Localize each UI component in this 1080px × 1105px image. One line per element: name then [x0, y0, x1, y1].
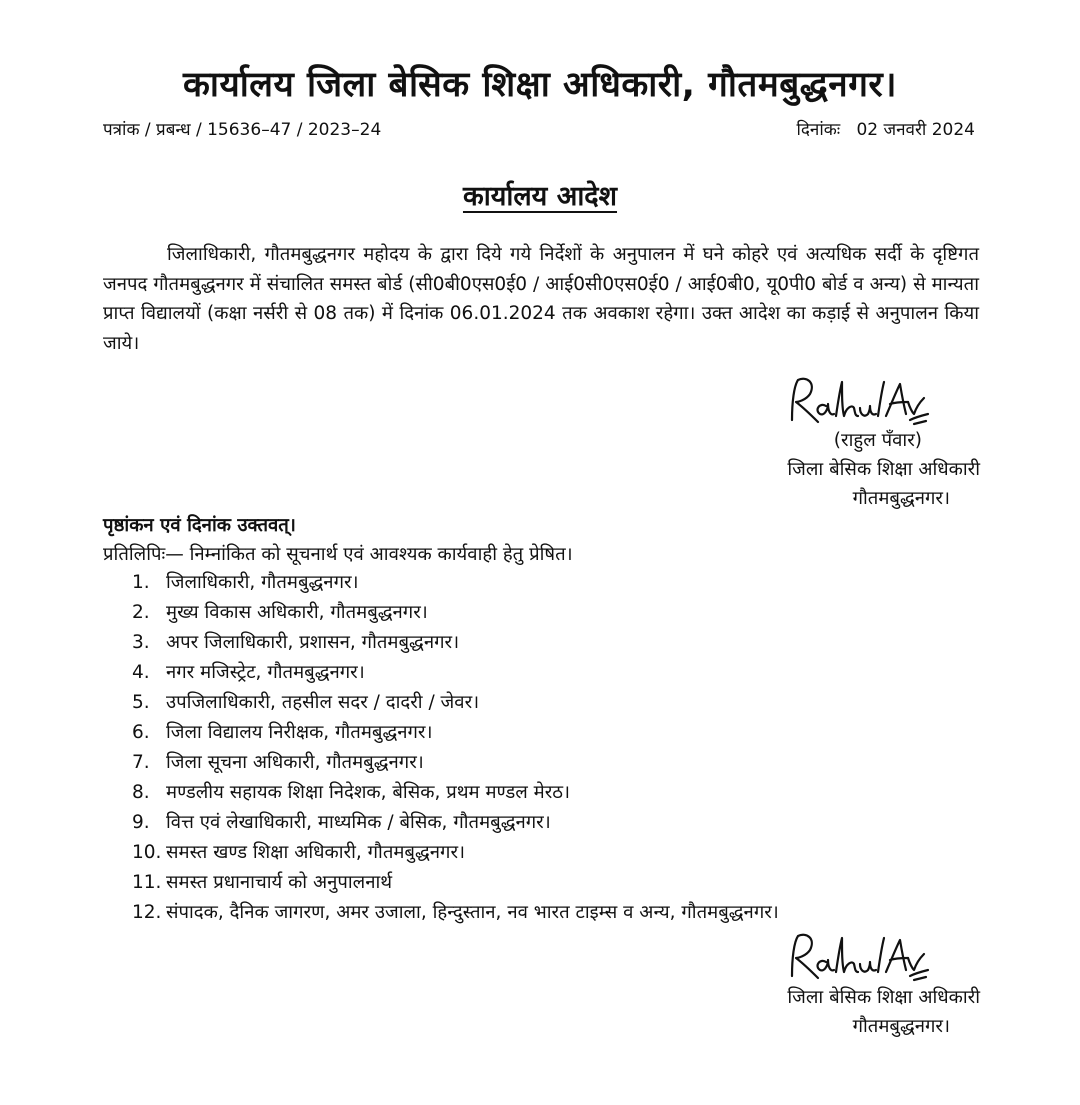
signature-image [782, 372, 932, 432]
signature-image [782, 928, 932, 988]
handwritten-signature [782, 372, 932, 432]
recipient-number: 10. [132, 842, 162, 863]
recipient-text: मुख्य विकास अधिकारी, गौतमबुद्धनगर। [166, 602, 428, 623]
order-heading: कार्यालय आदेश [462, 181, 618, 212]
reference-number: पत्रांक / प्रबन्ध / 15636–47 / 2023–24 [103, 120, 382, 140]
recipient-number: 7. [132, 752, 150, 773]
recipient-number: 5. [132, 692, 150, 713]
recipient-item [132, 778, 779, 808]
recipient-text: समस्त खण्ड शिक्षा अधिकारी, गौतमबुद्धनगर। [166, 842, 466, 863]
recipient-list [132, 568, 779, 928]
order-body: जिलाधिकारी, गौतमबुद्धनगर महोदय के द्वारा दिये गये निर्देशों के अनुपालन में घने कोहरे एवं अत्यधिक सर्दी के दृष्टिगत जनपद गौतमबुद्धनगर में संचालित समस्त बोर्ड (सी0बी0एस0ई0 / आई0सी0एस0ई0 / आई0बी0, यू0पी0 बोर्ड व अन्य) से मान्यता प्राप्त विद्यालयों (कक्षा नर्सरी से 08 तक) में दिनांक 06.01.2024 तक अवकाश रहेगा। उक्त आदेश का कड़ाई से अनुपालन किया जाये। [103, 244, 979, 354]
recipient-text: वित्त एवं लेखाधिकारी, माध्यमिक / बेसिक, गौतमबुद्धनगर। [166, 812, 551, 833]
recipient-text: नगर मजिस्ट्रेट, गौतमबुद्धनगर। [166, 662, 365, 683]
signatory-designation: जिला बेसिक शिक्षा अधिकारी [787, 987, 980, 1008]
issue-date [796, 117, 975, 140]
recipient-item [132, 898, 779, 928]
recipient-text: संपादक, दैनिक जागरण, अमर उजाला, हिन्दुस्तान, नव भारत टाइम्स व अन्य, गौतमबुद्धनगर। [166, 902, 779, 923]
recipient-item [132, 688, 779, 718]
office-title: कार्यालय जिला बेसिक शिक्षा अधिकारी, गौतमबुद्धनगर। [183, 65, 897, 105]
recipient-number: 11. [132, 872, 162, 893]
recipient-item [132, 748, 779, 778]
signatory-block-primary [700, 426, 980, 513]
signatory-block-endorsement [700, 983, 980, 1041]
recipient-number: 8. [132, 782, 150, 803]
recipient-item [132, 628, 779, 658]
recipient-text: समस्त प्रधानाचार्य को अनुपालनार्थ [166, 872, 393, 893]
recipient-number: 9. [132, 812, 150, 833]
recipient-item [132, 868, 779, 898]
recipient-number: 1. [132, 572, 150, 593]
recipient-item [132, 658, 779, 688]
signatory-name: (राहुल पँवार) [833, 430, 922, 451]
signatory-location: गौतमबुद्धनगर। [852, 488, 950, 509]
recipient-item [132, 718, 779, 748]
handwritten-signature [782, 928, 932, 988]
recipient-text: उपजिलाधिकारी, तहसील सदर / दादरी / जेवर। [166, 692, 480, 713]
recipient-number: 4. [132, 662, 150, 683]
recipient-item [132, 838, 779, 868]
recipient-number: 12. [132, 902, 162, 923]
copy-intro: प्रतिलिपिः— निम्नांकित को सूचनार्थ एवं आवश्यक कार्यवाही हेतु प्रेषित। [103, 544, 573, 565]
recipient-item [132, 808, 779, 838]
recipient-text: अपर जिलाधिकारी, प्रशासन, गौतमबुद्धनगर। [166, 632, 460, 653]
signatory-designation: जिला बेसिक शिक्षा अधिकारी [787, 459, 980, 480]
date-label: दिनांकः [796, 120, 841, 140]
recipient-number: 6. [132, 722, 150, 743]
recipient-text: जिलाधिकारी, गौतमबुद्धनगर। [166, 572, 359, 593]
endorsement-heading: पृष्ठांकन एवं दिनांक उक्तवत्। [103, 515, 296, 536]
recipient-text: जिला सूचना अधिकारी, गौतमबुद्धनगर। [166, 752, 424, 773]
recipient-number: 2. [132, 602, 150, 623]
recipient-item [132, 598, 779, 628]
signatory-location: गौतमबुद्धनगर। [852, 1016, 950, 1037]
date-value: 02 जनवरी 2024 [856, 120, 975, 140]
recipient-text: मण्डलीय सहायक शिक्षा निदेशक, बेसिक, प्रथम मण्डल मेरठ। [166, 782, 571, 803]
recipient-number: 3. [132, 632, 150, 653]
recipient-text: जिला विद्यालय निरीक्षक, गौतमबुद्धनगर। [166, 722, 433, 743]
recipient-item [132, 568, 779, 598]
